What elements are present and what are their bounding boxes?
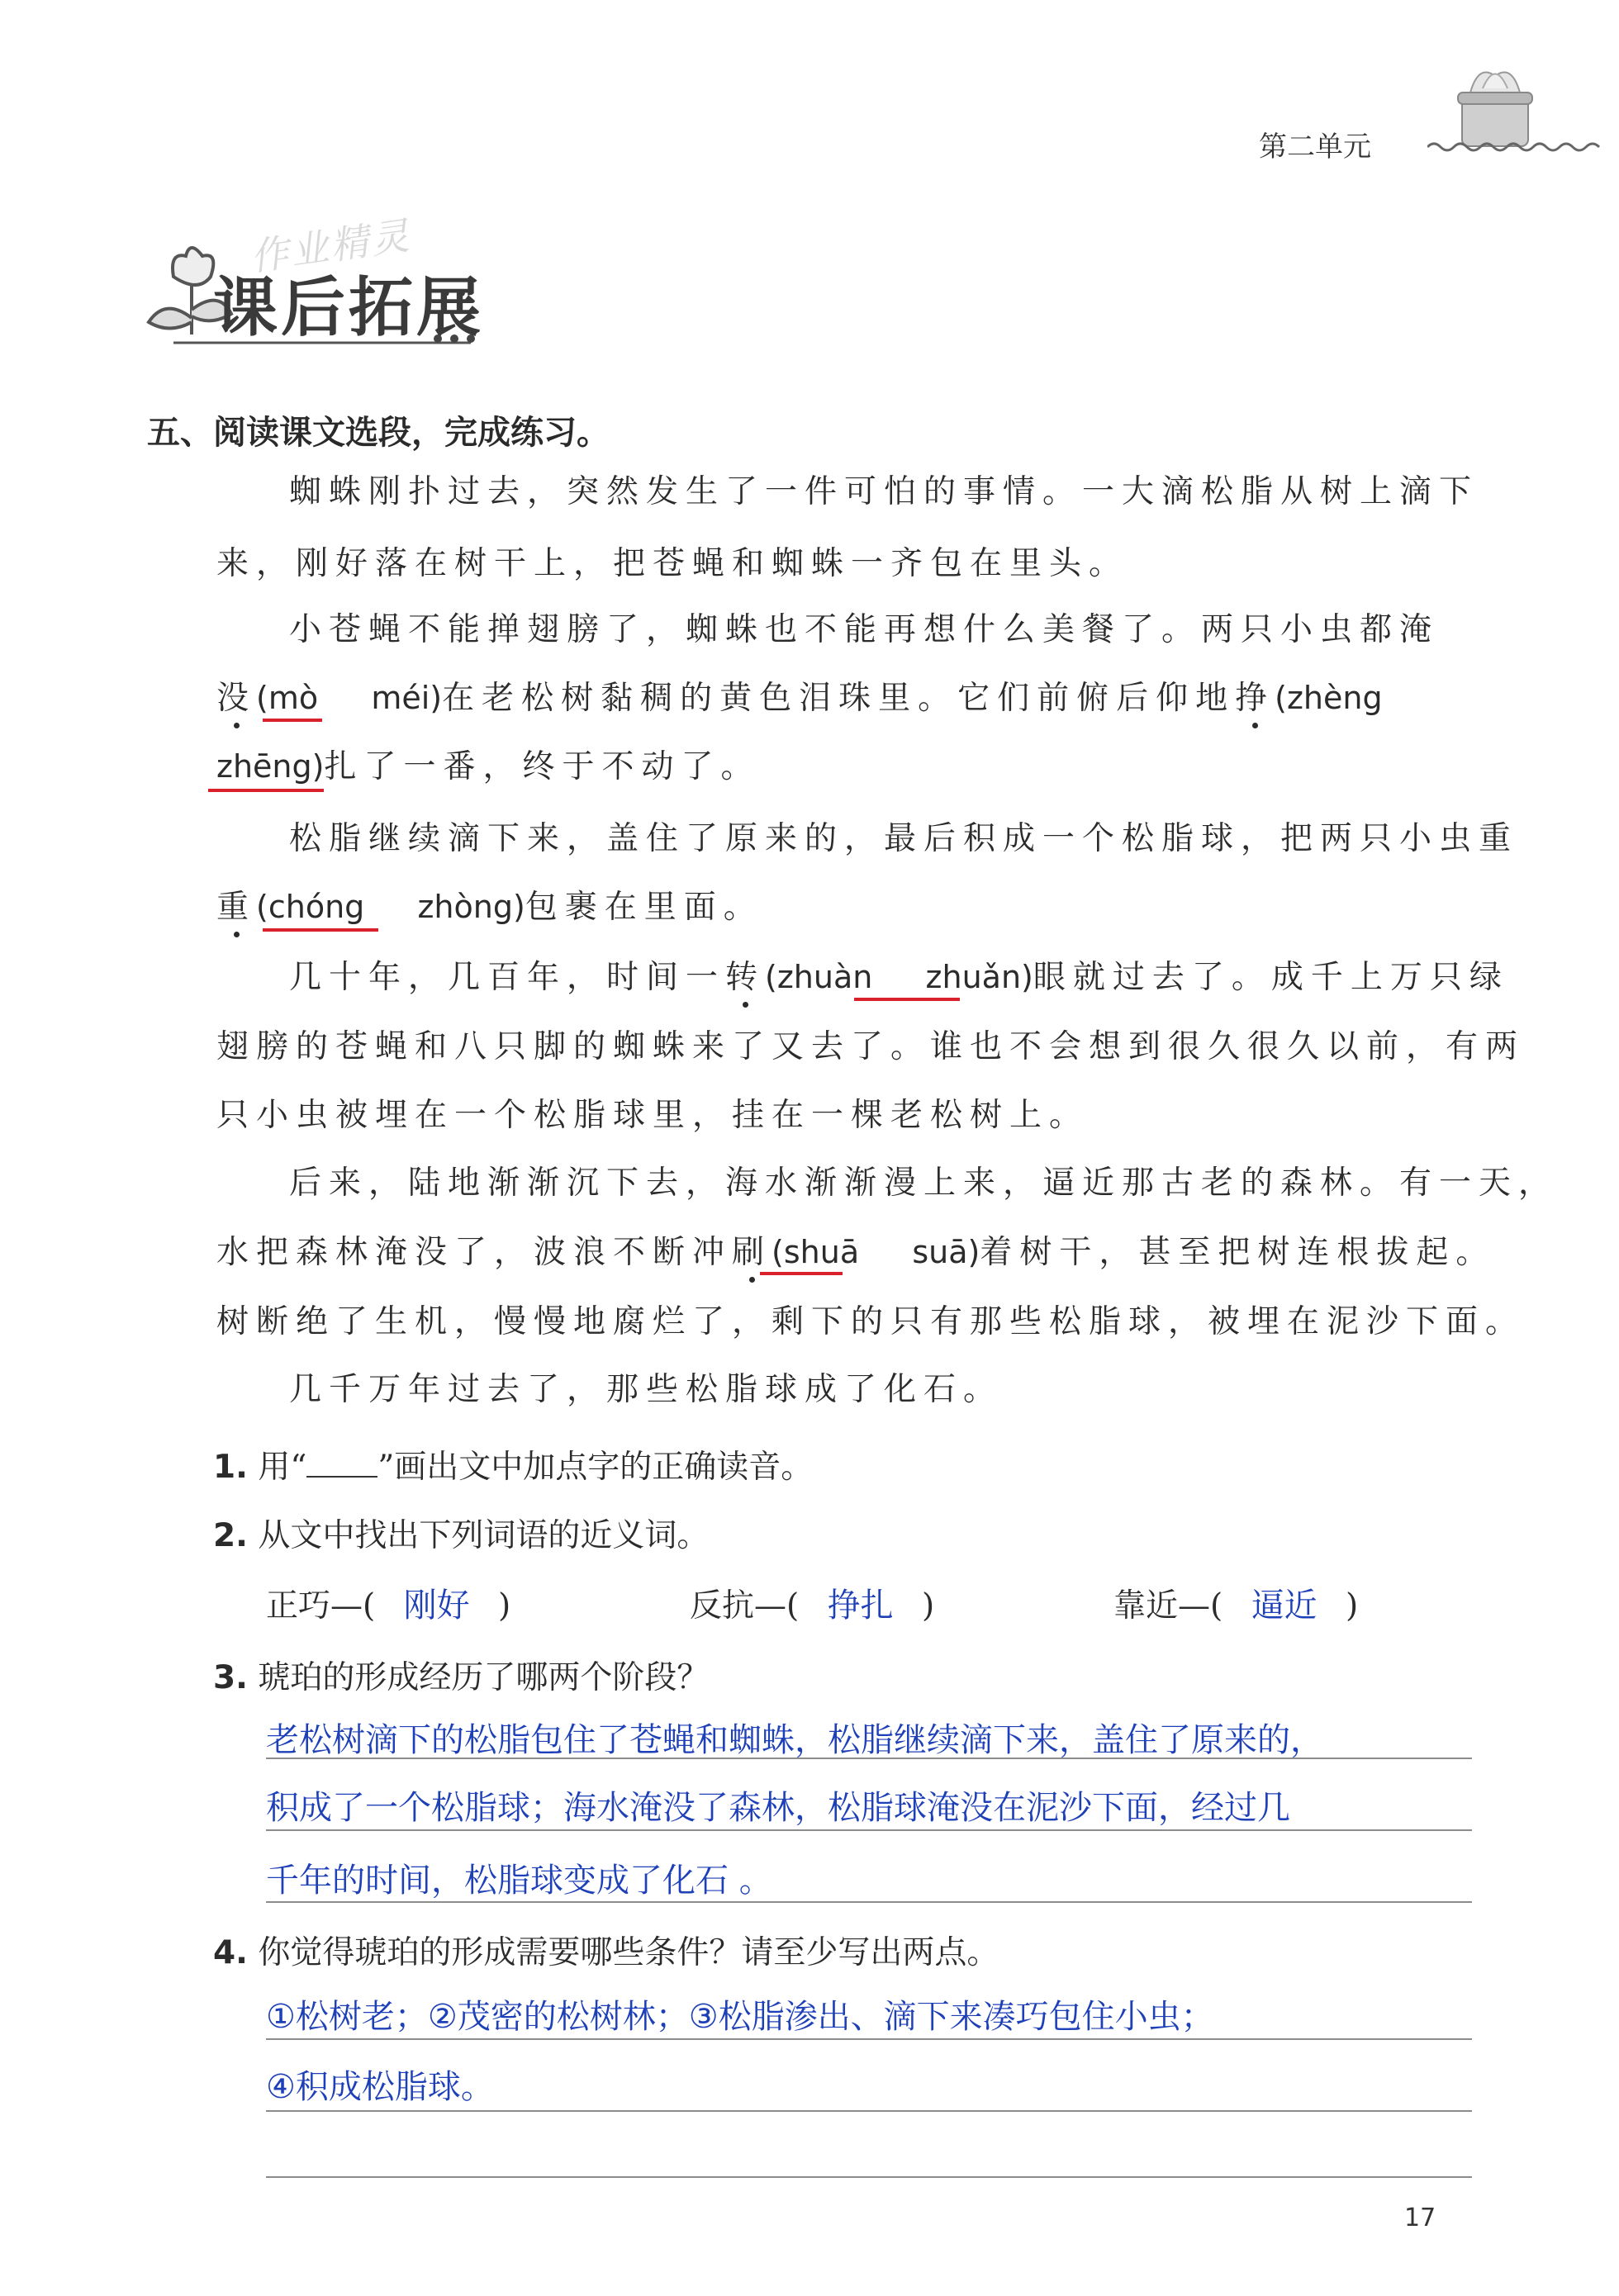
question-1 [213, 1441, 813, 1487]
wave-divider [1427, 139, 1601, 155]
question-3 [213, 1652, 709, 1698]
answer-underline [208, 789, 324, 792]
pinyin-option: zhuǎn) [925, 959, 1033, 995]
bracket: ) [498, 1587, 511, 1625]
writing-rule [266, 2038, 1472, 2040]
question-text: 琥珀的形成经历了哪两个阶段？ [258, 1659, 710, 1696]
question-text: 你觉得琥珀的形成需要哪些条件？请至少写出两点。 [258, 1934, 999, 1971]
pinyin-option: (chóng [256, 889, 365, 925]
synonym-item [1113, 1579, 1358, 1626]
synonym-answer: 逼近 [1251, 1587, 1318, 1625]
dotted-character: 转 [725, 959, 766, 996]
synonym-item [690, 1579, 934, 1626]
question-2 [213, 1510, 709, 1556]
passage-text: 扎了一番，终于不动了。 [324, 748, 761, 785]
bracket: ) [1346, 1587, 1359, 1625]
answer-line: 积成了一个松脂球；海水淹没了森林，松脂球淹没在泥沙下面，经过几 [266, 1789, 1290, 1827]
passage-line [289, 958, 1509, 997]
section-watermark: 作业精灵 [247, 212, 415, 280]
pinyin-option: (zhèng [1275, 680, 1383, 716]
dotted-character: 挣 [1235, 680, 1275, 717]
passage-text: 水把森林淹没了，波浪不断冲 [216, 1234, 733, 1271]
question-4 [213, 1927, 999, 1973]
passage-text: 在老松树黏稠的黄色泪珠里。它们前俯后仰地 [442, 680, 1236, 717]
passage-line: 树断绝了生机，慢慢地腐烂了，剩下的只有那些松脂球，被埋在泥沙下面。 [216, 1303, 1526, 1340]
section-title: 课后拓展 [213, 271, 485, 345]
answer-line: 千年的时间，松脂球变成了化石 。 [266, 1862, 772, 1900]
passage-line [216, 747, 760, 786]
question-text: ”画出文中加点字的正确读音。 [377, 1449, 814, 1486]
question-number: 1. [213, 1449, 248, 1486]
question-number: 4. [213, 1934, 248, 1971]
answer-underline [760, 1272, 843, 1275]
page-number: 17 [1404, 2203, 1436, 2232]
pinyin-option: méi) [371, 680, 443, 716]
question-number: 2. [213, 1517, 248, 1554]
dotted-character: 没 [216, 680, 257, 717]
synonym-item [266, 1579, 510, 1626]
passage-line: 几千万年过去了，那些松脂球成了化石。 [289, 1371, 1004, 1408]
passage-line: 翅膀的苍蝇和八只脚的蜘蛛来了又去了。谁也不会想到很久很久以前，有两 [216, 1028, 1526, 1065]
passage-line [216, 888, 763, 927]
synonym-word: 正巧—( [266, 1587, 376, 1625]
underline-sample [306, 1476, 377, 1478]
passage-line: 后来，陆地渐渐沉下去，海水渐渐漫上来，逼近那古老的森林。有一天， [289, 1165, 1559, 1202]
unit-label: 第二单元 [1259, 130, 1371, 164]
synonym-word: 靠近—( [1113, 1587, 1223, 1625]
pinyin-option: zhēng) [216, 748, 325, 785]
answer-underline [263, 719, 322, 722]
writing-rule [266, 1758, 1472, 1759]
question-heading: 五、阅读课文选段，完成练习。 [147, 414, 610, 452]
synonym-answer: 挣扎 [827, 1587, 894, 1625]
question-text: 从文中找出下列词语的近义词。 [258, 1517, 710, 1554]
answer-underline [854, 998, 960, 1001]
dotted-character: 刷 [732, 1234, 772, 1271]
passage-text: 包裹在里面。 [525, 889, 763, 926]
passage-line: 只小虫被埋在一个松脂球里，挂在一棵老松树上。 [216, 1097, 1090, 1134]
synonym-word: 反抗—( [690, 1587, 800, 1625]
synonym-answer: 刚好 [403, 1587, 470, 1625]
passage-text: 几十年，几百年，时间一 [289, 959, 726, 996]
passage-line: 小苍蝇不能掸翅膀了，蜘蛛也不能再想什么美餐了。两只小虫都淹 [289, 611, 1440, 648]
answer-line: ④积成松脂球。 [266, 2068, 494, 2106]
pinyin-option: zhòng) [417, 889, 525, 925]
answer-underline [263, 928, 378, 932]
answer-line: ①松树老；②茂密的松树林；③松脂渗出、滴下来凑巧包住小虫； [266, 1998, 1214, 2036]
passage-line [216, 679, 1383, 718]
dotted-character: 重 [216, 889, 257, 926]
bracket: ) [922, 1587, 935, 1625]
pinyin-option: suā) [912, 1234, 980, 1270]
writing-rule [266, 2176, 1472, 2178]
pinyin-option: (mò [256, 680, 319, 716]
question-number: 3. [213, 1659, 248, 1696]
writing-rule [266, 1901, 1472, 1903]
writing-rule [266, 2110, 1472, 2112]
passage-line [216, 1233, 1495, 1272]
writing-rule [266, 1829, 1472, 1831]
pinyin-option: (zhuàn [765, 959, 873, 995]
passage-line: 蜘蛛刚扑过去，突然发生了一件可怕的事情。一大滴松脂从树上滴下 [289, 473, 1479, 510]
passage-line: 来，刚好落在树干上，把苍蝇和蜘蛛一齐包在里头。 [216, 545, 1129, 582]
passage-text: 着树干，甚至把树连根拔起。 [980, 1234, 1496, 1271]
answer-line: 老松树滴下的松脂包住了苍蝇和蜘蛛，松脂继续滴下来，盖住了原来的， [266, 1721, 1323, 1759]
question-text: 用“ [258, 1449, 307, 1486]
passage-text: 眼就过去了。成千上万只绿 [1033, 959, 1509, 996]
passage-line: 松脂继续滴下来，盖住了原来的，最后积成一个松脂球，把两只小虫重 [289, 820, 1519, 857]
pinyin-option: (shuā [772, 1234, 860, 1270]
